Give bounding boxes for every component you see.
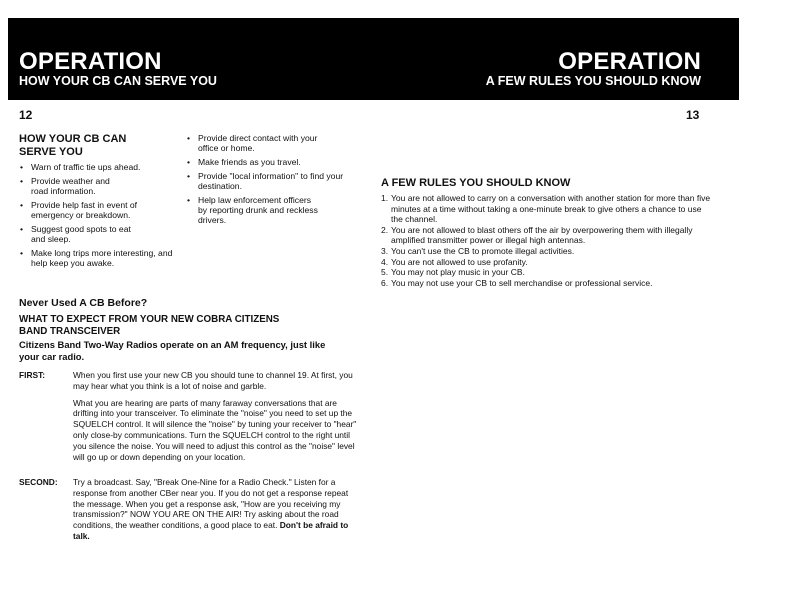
never-used-section bbox=[19, 297, 339, 363]
right-page-number: 13 bbox=[686, 108, 700, 122]
rule-item: 6. You may not use your CB to sell merchandise or professional service. bbox=[381, 277, 653, 288]
list-item: • Make long trips more interesting, and help keep you awake. bbox=[19, 248, 176, 268]
first-paragraph-2: What you are hearing are parts of many faraway conversations that are drifting into your transceiver. To eliminate the "noise" you need to set up the SQUELCH control. It will silence the "noise" by tuning your receiver to "hear" only close-by communications. Turn the SQUELCH control to the right until you silence the noise. You will need to adjust this control as the "noise" level will go up or down depending on your location. bbox=[73, 397, 357, 462]
rules-section bbox=[381, 177, 711, 288]
list-item: • Provide direct contact with your office or home. bbox=[186, 133, 338, 153]
list-item: • Provide "local information" to find your destination. bbox=[186, 171, 348, 191]
rules-list bbox=[381, 193, 711, 288]
list-item: • Warn of traffic tie ups ahead. bbox=[19, 162, 179, 172]
second-bold-note: Don't be afraid to talk. bbox=[73, 520, 349, 541]
list-item: • Suggest good spots to eat and sleep. bbox=[19, 224, 141, 244]
left-header-title: OPERATION bbox=[19, 48, 162, 75]
expect-heading: WHAT TO EXPECT FROM YOUR NEW COBRA CITIZENS BAND TRANSCEIVER bbox=[19, 314, 280, 337]
bullet-list-1 bbox=[19, 162, 179, 268]
list-item: • Provide help fast in event of emergency or breakdown. bbox=[19, 200, 156, 220]
second-label: SECOND: bbox=[19, 477, 58, 487]
left-header-subtitle: HOW YOUR CB CAN SERVE YOU bbox=[19, 74, 217, 88]
am-note: Citizens Band Two-Way Radios operate on an AM frequency, just like your car radio. bbox=[19, 339, 326, 362]
second-text bbox=[73, 477, 361, 542]
list-item: • Provide weather and road information. bbox=[19, 176, 126, 196]
first-paragraph-1: When you first use your new CB you should tune to channel 19. At first, you may hear what you think is a lot of noise and garble. bbox=[73, 370, 353, 391]
first-label: FIRST: bbox=[19, 370, 46, 380]
list-item: • Help law enforcement officers by reporting drunk and reckless drivers. bbox=[186, 195, 318, 225]
rule-item: 4. You are not allowed to use profanity. bbox=[381, 256, 528, 267]
never-used-title: Never Used A CB Before? bbox=[19, 297, 148, 309]
rule-item: 1. You are not allowed to carry on a conversation with another station for more than five minutes at a time without taking a one-minute break to give others a chance to use the channel. bbox=[381, 193, 711, 225]
left-page-number: 12 bbox=[19, 108, 33, 122]
list-item: • Make friends as you travel. bbox=[186, 157, 356, 167]
rules-heading: A FEW RULES YOU SHOULD KNOW bbox=[381, 177, 571, 189]
first-text bbox=[73, 370, 361, 468]
bullet-column-2 bbox=[186, 133, 356, 229]
right-header bbox=[486, 49, 701, 89]
right-header-title: OPERATION bbox=[558, 48, 701, 75]
header-bar bbox=[8, 18, 739, 100]
bullet-column-1 bbox=[19, 133, 179, 272]
left-header bbox=[19, 49, 217, 89]
section-heading: HOW YOUR CB CAN SERVE YOU bbox=[19, 133, 127, 158]
second-paragraph: Try a broadcast. Say, "Break One-Nine for a Radio Check." Listen for a response from another CBer near you. If you do not get a response repeat the message. When you get a response ask, "How are you receiving my transmission?" NOW YOU ARE ON THE AIR! Try asking about the road conditions, the weather conditions, a good place to eat. Don't be afraid to talk. bbox=[73, 477, 349, 541]
rule-item: 3. You can't use the CB to promote illegal activities. bbox=[381, 245, 575, 256]
bullet-list-2 bbox=[186, 133, 356, 225]
rule-item: 2. You are not allowed to blast others off the air by overpowering them with illegally amplified transmitter power or illegal high antennas. bbox=[381, 224, 693, 246]
rule-item: 5. You may not play music in your CB. bbox=[381, 267, 525, 278]
right-header-subtitle: A FEW RULES YOU SHOULD KNOW bbox=[485, 74, 701, 88]
